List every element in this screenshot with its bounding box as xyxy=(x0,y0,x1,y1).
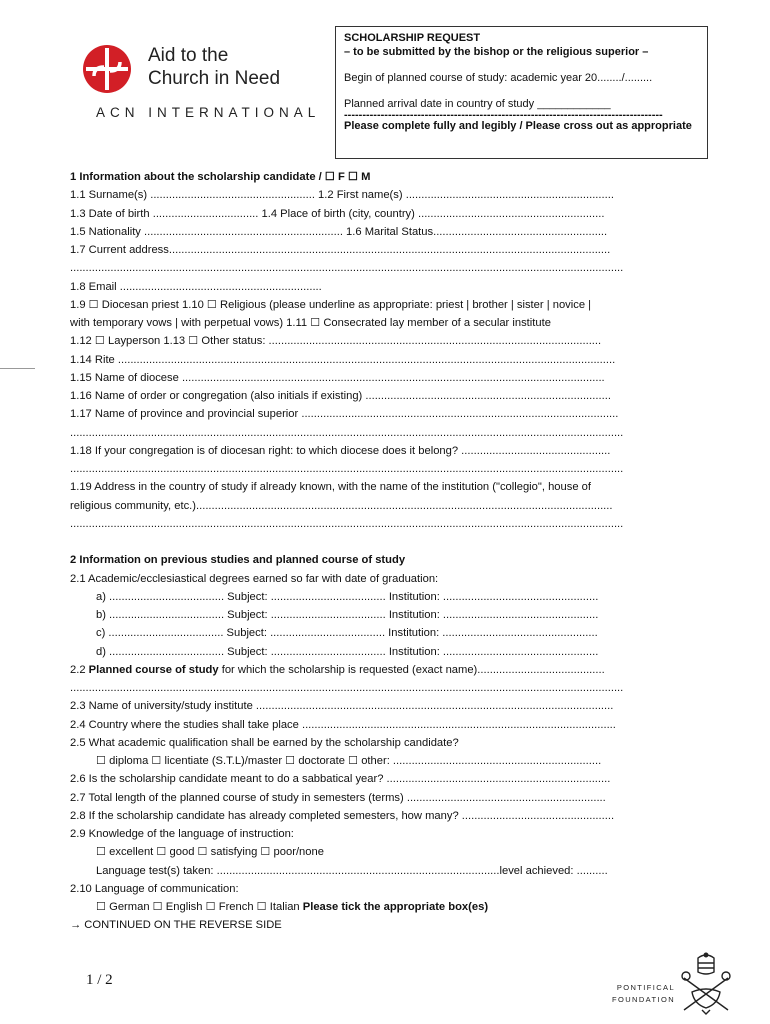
form-field-line[interactable]: b) ..................................... Subject: ..................................... Institution: .................................................. xyxy=(96,609,599,621)
form-field-line[interactable]: 2.1 Academic/ecclesiastical degrees earned so far with date of graduation: xyxy=(70,572,439,585)
section-heading: 2 Information on previous studies and planned course of study xyxy=(70,554,406,567)
form-field-line[interactable]: religious community, etc.)...................................................................................................................................... xyxy=(70,499,613,512)
form-subtitle: – to be submitted by the bishop or the religious superior – xyxy=(344,46,649,58)
form-field-line[interactable]: 1.5 Nationality ................................................................ 1.6 Marital Status........................................................ xyxy=(70,225,608,238)
form-field-line[interactable]: 2.6 Is the scholarship candidate meant to do a sabbatical year? ........................................................................ xyxy=(70,773,611,786)
form-field-line[interactable]: .................................................................................................................................................................................. xyxy=(70,262,624,275)
form-field-line[interactable]: 1.1 Surname(s) ..................................................... 1.2 First name(s) ................................................................... xyxy=(70,189,614,202)
form-field-line[interactable]: 2.5 What academic qualification shall be earned by the scholarship candidate? xyxy=(70,736,459,749)
form-field-line[interactable]: 2.2 Planned course of study for which the scholarship is requested (exact name)......................................... xyxy=(70,663,605,676)
form-field-line[interactable]: 1.7 Current address.............................................................................................................................................. xyxy=(70,244,611,256)
logo-international: ACN INTERNATIONAL xyxy=(96,105,321,120)
papal-crest-icon xyxy=(678,952,734,1016)
form-field-line[interactable]: .................................................................................................................................................................................. xyxy=(70,426,624,439)
form-field-line[interactable]: 1.16 Name of order or congregation (also initials if existing) ............................................................................... xyxy=(70,390,611,402)
form-field-line[interactable]: ☐ German ☐ English ☐ French ☐ Italian Please tick the appropriate box(es) xyxy=(96,901,489,913)
form-field-line[interactable]: .................................................................................................................................................................................. xyxy=(70,682,624,694)
form-field-line[interactable]: d) ..................................... Subject: ..................................... Institution: .................................................. xyxy=(96,645,599,658)
logo-line-2: Church in Need xyxy=(148,68,281,89)
form-field-line[interactable]: 1.12 ☐ Layperson 1.13 ☐ Other status: ........................................................................................................... xyxy=(70,335,602,348)
form-field-line[interactable]: 1.8 Email ................................................................. xyxy=(70,280,322,293)
form-field-line[interactable]: 2.7 Total length of the planned course of study in semesters (terms) ................................................................ xyxy=(70,791,606,804)
form-field-line[interactable]: 1.15 Name of diocese ........................................................................................................................................ xyxy=(70,371,605,384)
box-divider: --------------------------------------------------------------------------------------- xyxy=(344,111,663,119)
fold-mark xyxy=(0,368,35,369)
form-field-line[interactable]: 1.17 Name of province and provincial superior ...................................................................................................... xyxy=(70,408,619,421)
page-number: 1 / 2 xyxy=(86,972,113,988)
form-field-line[interactable]: ☐ excellent ☐ good ☐ satisfying ☐ poor/none xyxy=(96,846,324,859)
form-field-line[interactable]: .................................................................................................................................................................................. xyxy=(70,463,624,475)
form-field-line[interactable]: 1.19 Address in the country of study if already known, with the name of the institution ("collegio", house of xyxy=(70,481,591,494)
form-field-line[interactable]: 2.3 Name of university/study institute ................................................................................................................... xyxy=(70,700,614,713)
form-title: SCHOLARSHIP REQUEST xyxy=(344,32,481,44)
fill-instruction: Please complete fully and legibly / Please cross out as appropriate xyxy=(344,120,692,132)
logo-wordmark xyxy=(148,44,280,90)
form-field-line[interactable]: a) ..................................... Subject: ..................................... Institution: .................................................. xyxy=(96,590,599,603)
form-field-line[interactable]: Language test(s) taken: ...........................................................................................level achieved: .......... xyxy=(96,864,608,877)
section-heading: 1 Information about the scholarship candidate / ☐ F ☐ M xyxy=(70,171,371,183)
form-field-line[interactable]: 2.4 Country where the studies shall take place ..................................................................................................... xyxy=(70,718,616,731)
form-field-line[interactable]: 1.9 ☐ Diocesan priest 1.10 ☐ Religious (please underline as appropriate: priest | brother | sister | novice | xyxy=(70,298,592,311)
request-header-box xyxy=(335,26,708,159)
logo-line-1: Aid to the xyxy=(148,45,229,66)
foundation-text: FOUNDATION xyxy=(612,995,676,1004)
form-field-line[interactable]: 1.14 Rite ................................................................................................................................................................ xyxy=(70,353,616,366)
form-field-line[interactable]: 1.18 If your congregation is of diocesan right: to which diocese does it belong? ................................................ xyxy=(70,444,611,457)
form-field-line[interactable]: .................................................................................................................................................................................. xyxy=(70,517,624,530)
form-field-line[interactable]: → CONTINUED ON THE REVERSE SIDE xyxy=(70,919,282,932)
form-field-line[interactable]: 1.3 Date of birth .................................. 1.4 Place of birth (city, country) ............................................................ xyxy=(70,207,605,220)
form-field-line[interactable]: 2.9 Knowledge of the language of instruction: xyxy=(70,828,294,840)
form-field-line[interactable]: 2.8 If the scholarship candidate has already completed semesters, how many? ................................................. xyxy=(70,809,615,822)
form-field-line[interactable]: 2.10 Language of communication: xyxy=(70,882,239,895)
academic-year-line[interactable]: Begin of planned course of study: academic year 20......../......... xyxy=(344,72,653,84)
form-field-line[interactable]: with temporary vows | with perpetual vows) 1.11 ☐ Consecrated lay member of a secular institute xyxy=(70,317,551,329)
form-field-line[interactable]: ☐ diploma ☐ licentiate (S.T.L)/master ☐ doctorate ☐ other: ................................................................... xyxy=(96,755,602,767)
pontifical-text: PONTIFICAL xyxy=(616,983,676,992)
pontifical-foundation-label xyxy=(612,982,675,1006)
arrival-date-line[interactable]: Planned arrival date in country of study ____________ xyxy=(344,98,611,110)
form-field-line[interactable]: c) ..................................... Subject: ..................................... Institution: .................................................. xyxy=(96,627,598,640)
acn-logo-icon xyxy=(82,44,132,94)
